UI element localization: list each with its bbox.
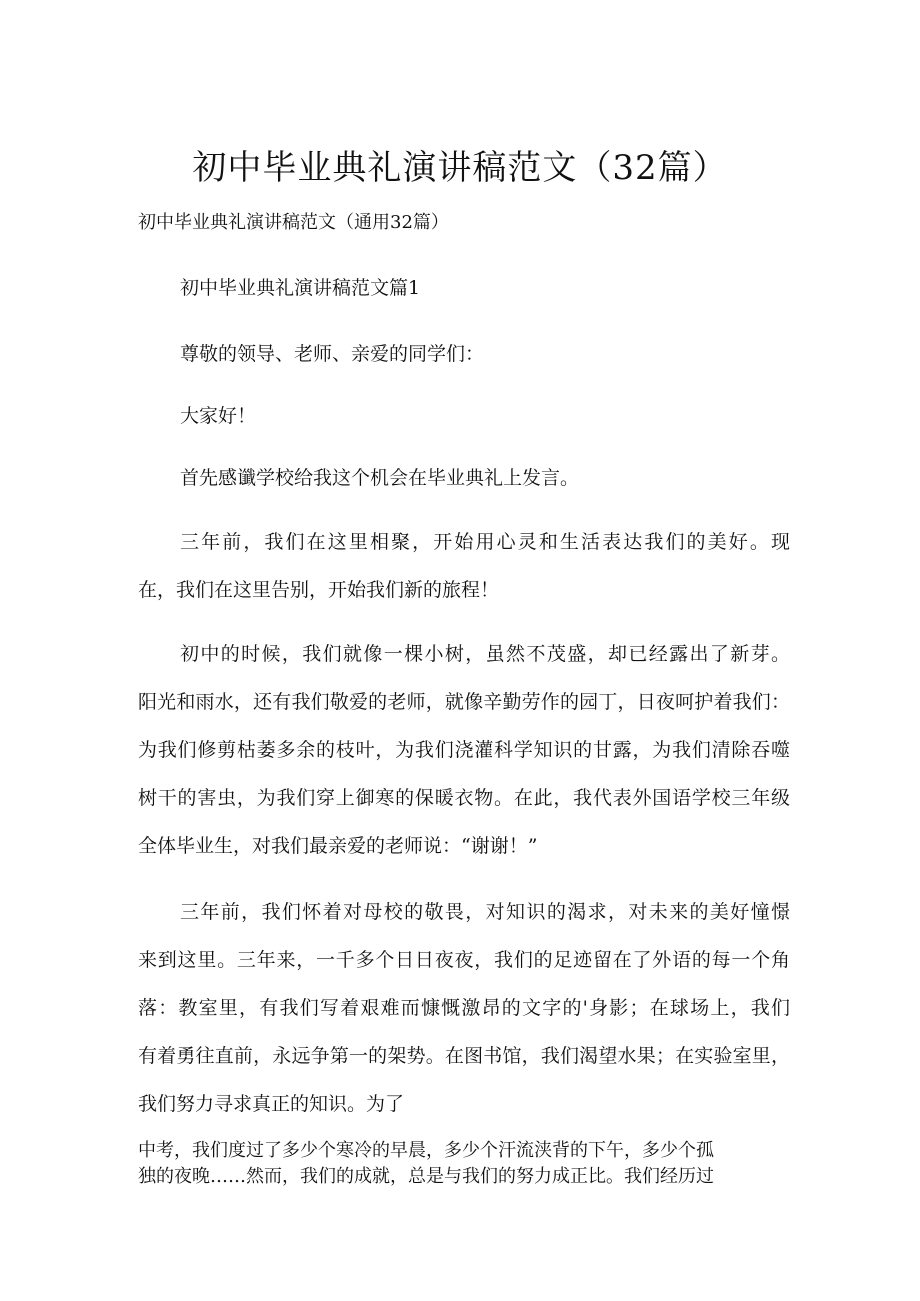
paragraph-line: 三年前，我们在这里相聚，开始用心灵和生活表达我们的美好。现 xyxy=(180,531,790,553)
paragraph-line: 独的夜晚……然而，我们的成就，总是与我们的努力成正比。我们经历过 xyxy=(138,1166,714,1187)
paragraph-line: 来到这里。三年来，一千多个日日夜夜，我们的足迹留在了外语的每一个角 xyxy=(138,949,790,971)
document-title: 初中毕业典礼演讲稿范文（32篇） xyxy=(192,148,728,188)
salutation: 尊敬的领导、老师、亲爱的同学们： xyxy=(180,343,485,365)
paragraph-line: 中考，我们度过了多少个寒冷的早晨，多少个汗流浃背的下午，多少个孤 xyxy=(138,1140,714,1161)
paragraph-line: 全体毕业生，对我们最亲爱的老师说：“谢谢！” xyxy=(138,835,538,857)
paragraph-line: 为我们修剪枯萎多余的枝叶，为我们浇灌科学知识的甘露，为我们清除吞噬 xyxy=(138,739,790,761)
paragraph-line: 落：教室里，有我们写着艰难而慷慨激昂的文字的'身影；在球场上，我们 xyxy=(138,997,790,1019)
paragraph-line: 我们努力寻求真正的知识。为了 xyxy=(138,1093,405,1115)
document-subtitle: 初中毕业典礼演讲稿范文（通用32篇） xyxy=(138,212,449,233)
paragraph-line: 在，我们在这里告别，开始我们新的旅程！ xyxy=(138,579,500,601)
paragraph-line: 三年前，我们怀着对母校的敬畏，对知识的渴求，对未来的美好憧憬 xyxy=(180,901,790,923)
paragraph-line: 有着勇往直前，永远争第一的架势。在图书馆，我们渴望水果；在实验室里， xyxy=(138,1045,790,1067)
section-heading: 初中毕业典礼演讲稿范文篇1 xyxy=(180,277,421,299)
paragraph-line: 初中的时候，我们就像一棵小树，虽然不茂盛，却已经露出了新芽。 xyxy=(180,643,790,665)
paragraph-line: 首先感谶学校给我这个机会在毕业典礼上发言。 xyxy=(180,467,580,489)
paragraph-line: 树干的害虫，为我们穿上御寒的保暖衣物。在此，我代表外国语学校三年级 xyxy=(138,787,790,809)
paragraph-line: 阳光和雨水，还有我们敬爱的老师，就像辛勤劳作的园丁，日夜呵护着我们： xyxy=(138,691,790,713)
greeting: 大家好！ xyxy=(180,405,257,427)
